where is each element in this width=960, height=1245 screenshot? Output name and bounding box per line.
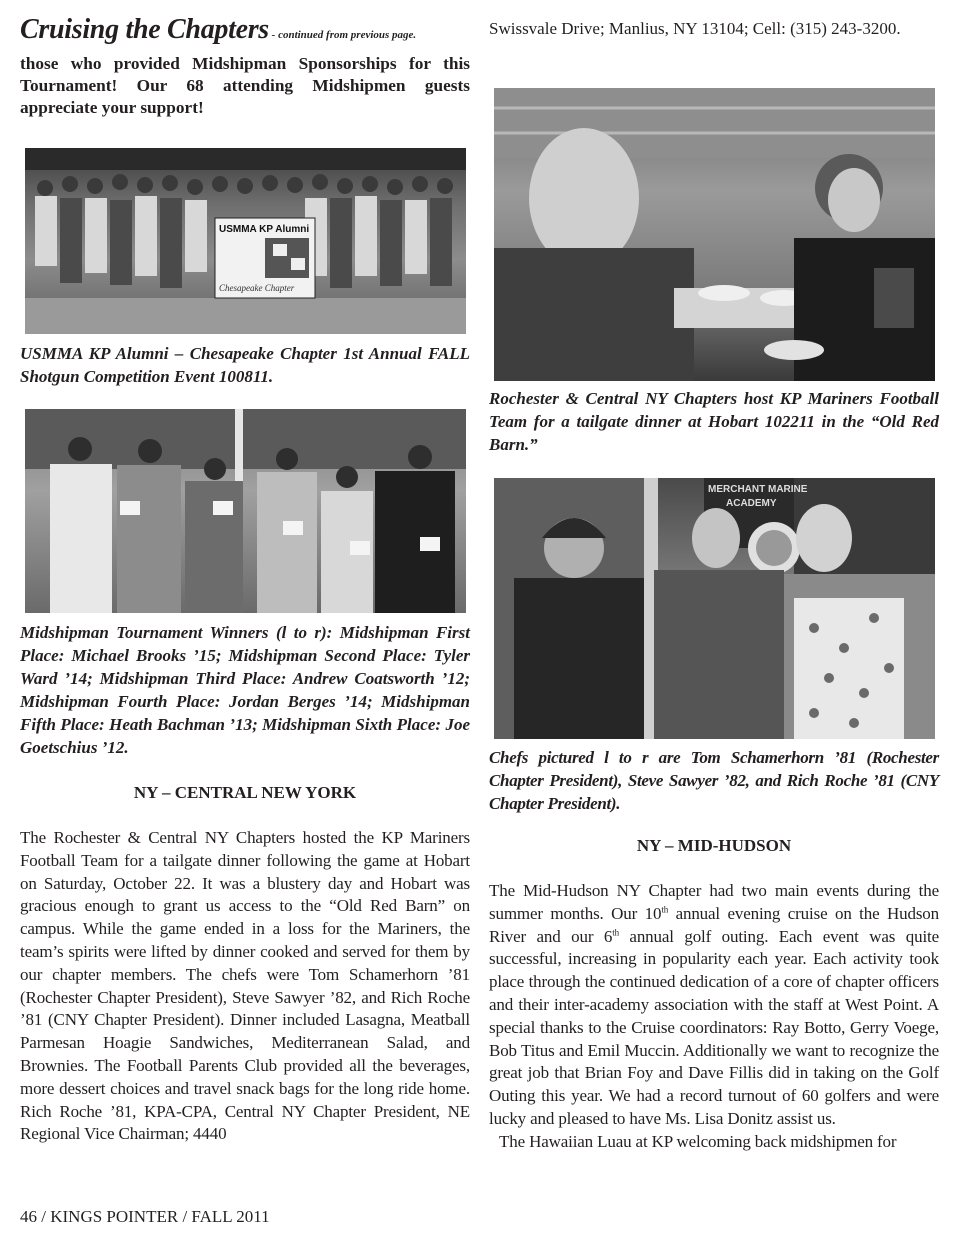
right-column: [489, 18, 939, 40]
continued-note: - continued from previous page.: [268, 29, 417, 41]
mid-hudson-sup-1: th: [661, 904, 669, 915]
intro-paragraph: those who provided Midshipman Sponsorships for this Tournament! Our 68 attending Midshipmen guests appreciate your support!: [20, 54, 470, 117]
photo-chesapeake-group: [25, 148, 466, 334]
mid-hudson-text-1: The Mid-Hudson NY Chapter had two main events during the summer months. Our 10: [489, 881, 939, 923]
caption-midshipman-winners: Midshipman Tournament Winners (l to r): Midshipman First Place: Michael Brooks ’15; Midshipman Second Place: Tyler Ward ’14; Midshipman Third Place: Andrew Coatsworth ’12; Midshipman Fourth Place: Jordan Berges ’14; Midshipman Fifth Place: Heath Bachman ’13; Midshipman Sixth Place: Joe Goetschius ’12.: [20, 623, 470, 757]
sign-merchant-marine: MERCHANT MARINE: [708, 484, 808, 495]
caption-chefs: Chefs pictured l to r are Tom Schamerhorn ’81 (Rochester Chapter President), Steve Sawyer ’82, and Rich Roche ’81 (CNY Chapter President).: [489, 748, 939, 813]
banner-subtitle: Chesapeake Chapter: [219, 283, 295, 293]
page-footer: 46 / KINGS POINTER / FALL 2011: [20, 1207, 270, 1226]
page-title: Cruising the Chapters: [20, 14, 269, 45]
mid-hudson-text-2: annual evening cruise on the Hudson River and our 6: [489, 903, 940, 946]
photo-midshipman-winners: [25, 409, 466, 613]
address-continued: Swissvale Drive; Manlius, NY 13104; Cell: (315) 243-3200.: [489, 19, 901, 38]
caption-tailgate: Rochester & Central NY Chapters host KP Mariners Football Team for a tailgate dinner at Hobart 102211 in the “Old Red Barn.”: [489, 389, 939, 454]
caption-chesapeake: USMMA KP Alumni – Chesapeake Chapter 1st Annual FALL Shotgun Competition Event 100811.: [20, 344, 470, 386]
left-column: [20, 14, 470, 119]
page-header: [20, 14, 470, 46]
banner-title: USMMA KP Alumni: [219, 224, 310, 235]
heading-mid-hudson: NY – MID-HUDSON: [636, 836, 792, 855]
heading-central-new-york: NY – CENTRAL NEW YORK: [133, 783, 357, 802]
photo-chefs: [494, 478, 935, 739]
body-central-new-york: The Rochester & Central NY Chapters hosted the KP Mariners Football Team for a tailgate dinner following the game at Hobart on Saturday, October 22. It was a blustery day and Hobart was gracious enough to grant us access to the “Old Red Barn” on campus. While the game ended in a loss for the Mariners, the team’s spirits were lifted by dinner cooked and served for them by our chapter members. The chefs were Tom Schamerhorn ’81 (Rochester Chapter President), Steve Sawyer ’82, and Rich Roche ’81 (CNY Chapter President). Dinner included Lasagna, Meatball Parmesan Hoagie Sandwiches, Mediterranean Salad, and Brownies. The Football Parents Club provided all the beverages, more dessert choices and travel snack bags for the long ride home. Rich Roche ’81, KPA-CPA, Central NY Chapter President, NE Regional Vice Chairman; 4440: [20, 828, 470, 1144]
sign-academy: ACADEMY: [726, 498, 777, 509]
photo-tailgate-dinner: [494, 88, 935, 381]
body-mid-hudson: [489, 880, 939, 1154]
mid-hudson-text-3: annual golf outing. Each event was quite successful, increasing in popularity each year. Each activity took place through the continued dedication of a core of chapter officers and their inter-academy association with the staff at West Point. A special thanks to the Cruise coordinators: Ray Botto, Gerry Voege, Bob Titus and Emil Muccin. Additionally we want to recognize the great job that Brian Foy and Dave Fillis did in taking on the Golf Outing this year. We had a record turnout of 60 golfers and were lucky and pleased to have Ms. Lisa Donitz assist us.: [489, 926, 940, 1128]
mid-hudson-sup-2: th: [612, 926, 619, 937]
mid-hudson-text-4: The Hawaiian Luau at KP welcoming back midshipmen for: [499, 1131, 897, 1151]
